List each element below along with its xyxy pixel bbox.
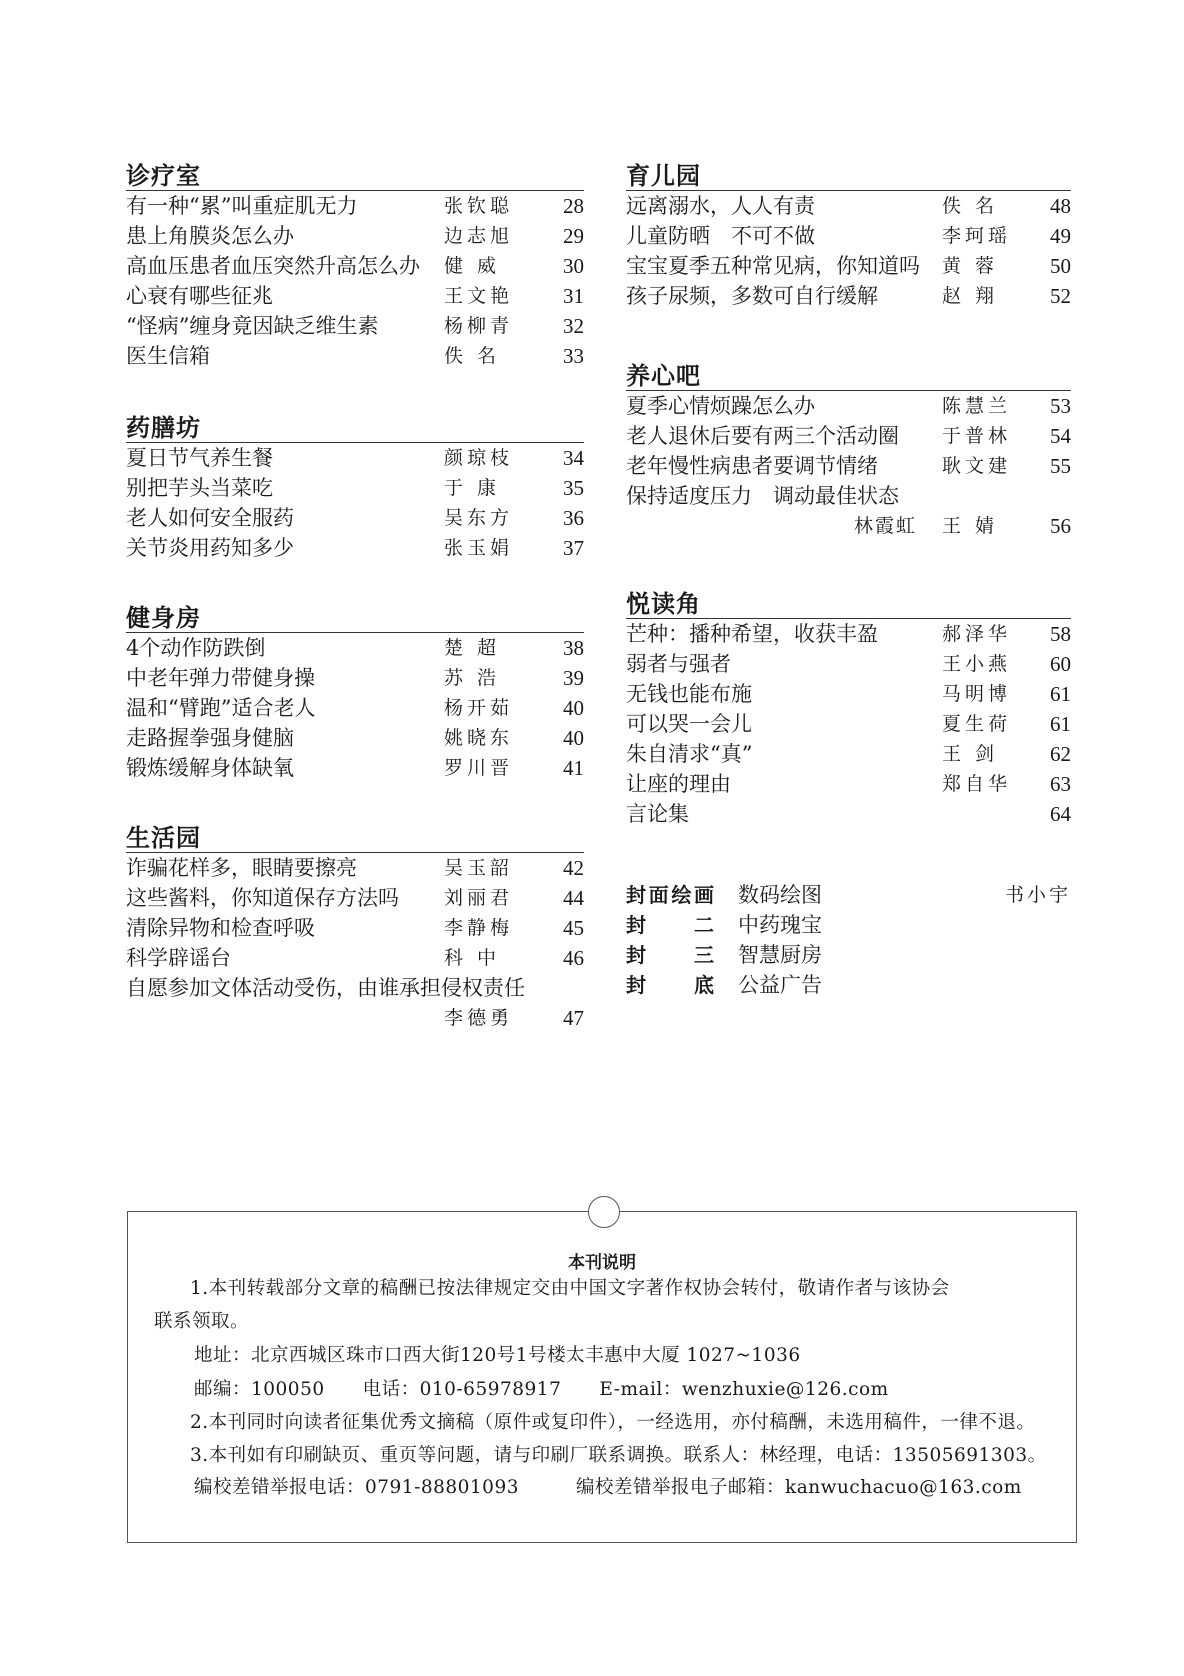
- toc-entry[interactable]: [126, 251, 584, 281]
- cover-label: 封二: [626, 913, 714, 937]
- cover-value: 数码绘图: [738, 883, 822, 907]
- toc-entry[interactable]: [626, 769, 1071, 799]
- entry-page: 34: [563, 446, 584, 470]
- toc-entry[interactable]: [126, 503, 584, 533]
- entry-title: 远离溺水，人人有责: [626, 194, 815, 218]
- entry-title: 锻炼缓解身体缺氧: [126, 756, 294, 780]
- entry-title: 心衰有哪些征兆: [126, 284, 273, 308]
- toc-entry[interactable]: [626, 619, 1071, 649]
- entry-author: 郝泽华: [942, 623, 1012, 645]
- entry-title: 患上角膜炎怎么办: [126, 224, 294, 248]
- entry-title: 有一种“累”叫重症肌无力: [126, 194, 358, 218]
- entry-title: 儿童防晒 不可不做: [626, 224, 815, 248]
- entry-title: 科学辟谣台: [126, 946, 231, 970]
- entry-title: 中老年弹力带健身操: [126, 666, 315, 690]
- entry-author: 夏生荷: [942, 713, 1012, 735]
- section-yuedu: [626, 584, 1071, 829]
- toc-entry[interactable]: [126, 943, 584, 973]
- entry-page: 61: [1050, 712, 1071, 736]
- entry-title: 关节炎用药知多少: [126, 536, 294, 560]
- entry-page: 49: [1050, 224, 1071, 248]
- toc-entry[interactable]: [126, 341, 584, 371]
- entry-author: 佚 名: [942, 195, 999, 217]
- entry-author: 赵 翔: [942, 285, 999, 307]
- entry-title: 无钱也能布施: [626, 682, 752, 706]
- entry-author: 陈慧兰: [942, 395, 1012, 417]
- entry-page: 29: [563, 224, 584, 248]
- entry-author: 王 婧: [942, 515, 999, 537]
- entry-author: 姚晓东: [444, 727, 514, 749]
- entry-page: 55: [1050, 454, 1071, 478]
- entry-title: 芒种：播种希望，收获丰盈: [626, 622, 878, 646]
- entry-author: 杨开茹: [444, 697, 514, 719]
- toc-entry[interactable]: [626, 451, 1071, 481]
- entry-title: 别把芋头当菜吃: [126, 476, 273, 500]
- entry-page: 32: [563, 314, 584, 338]
- entry-page: 33: [563, 344, 584, 368]
- notice-line: 1.本刊转载部分文章的稿酬已按法律规定交由中国文字著作权协会转付，敬请作者与该协会: [190, 1278, 950, 1299]
- entry-author: 吴玉韶: [444, 857, 514, 879]
- cover-row: [626, 940, 1071, 970]
- entry-author: 耿文建: [942, 455, 1012, 477]
- toc-entry[interactable]: [626, 221, 1071, 251]
- toc-entry[interactable]: [626, 679, 1071, 709]
- notice-line: 联系领取。: [154, 1311, 250, 1332]
- section-title: 育儿园: [626, 156, 1071, 191]
- toc-entry[interactable]: [126, 853, 584, 883]
- entry-title: 夏日节气养生餐: [126, 446, 273, 470]
- entry-page: 42: [563, 856, 584, 880]
- toc-entry[interactable]: [626, 251, 1071, 281]
- entry-author: 颜琼枝: [444, 447, 514, 469]
- notice-title: 本刊说明: [568, 1253, 636, 1273]
- entry-author: 吴东方: [444, 507, 514, 529]
- entry-page: 37: [563, 536, 584, 560]
- section-zhenliaoshi: [126, 156, 584, 371]
- entry-title: 温和“臂跑”适合老人: [126, 696, 316, 720]
- entry-author: 王 剑: [942, 743, 999, 765]
- entry-author: 科 中: [444, 947, 501, 969]
- entry-page: 28: [563, 194, 584, 218]
- toc-entry[interactable]: [626, 421, 1071, 451]
- entry-page: 44: [563, 886, 584, 910]
- entry-author: 刘丽君: [444, 887, 514, 909]
- cover-label: 封面绘画: [626, 883, 714, 907]
- entry-page: 52: [1050, 284, 1071, 308]
- notice-line: 3.本刊如有印刷缺页、重页等问题，请与印刷厂联系调换。联系人：林经理，电话：13505691303。: [190, 1445, 1047, 1466]
- notice-contact: 邮编：100050 电话：010-65978917 E-mail：wenzhuxie@126.com: [194, 1379, 889, 1400]
- cover-value: 中药瑰宝: [738, 913, 822, 937]
- entry-title: “怪病”缠身竟因缺乏维生素: [126, 314, 379, 338]
- entry-author: 黄 蓉: [942, 255, 999, 277]
- section-yuer: [626, 156, 1071, 311]
- entry-author: 于普林: [942, 425, 1012, 447]
- toc-entry[interactable]: [626, 481, 1071, 541]
- entry-title: 医生信箱: [126, 344, 210, 368]
- cover-author: 书小宇: [1004, 884, 1071, 906]
- notice-report: 编校差错举报电话：0791-88801093 编校差错举报电子邮箱：kanwuchacuo@163.com: [194, 1477, 1022, 1498]
- entry-page: 31: [563, 284, 584, 308]
- entry-title: 老年慢性病患者要调节情绪: [626, 454, 878, 478]
- toc-entry[interactable]: [126, 663, 584, 693]
- entry-page: 62: [1050, 742, 1071, 766]
- entry-author: 王小燕: [942, 653, 1012, 675]
- entry-page: 53: [1050, 394, 1071, 418]
- entry-page: 47: [563, 1006, 584, 1030]
- entry-page: 58: [1050, 622, 1071, 646]
- entry-title: 夏季心情烦躁怎么办: [626, 394, 815, 418]
- circle-ornament: [588, 1196, 620, 1228]
- entry-title: 4个动作防跌倒: [126, 636, 266, 660]
- entry-title: 清除异物和检查呼吸: [126, 916, 315, 940]
- toc-entry[interactable]: [626, 739, 1071, 769]
- entry-author: 佚 名: [444, 345, 501, 367]
- toc-entry[interactable]: [126, 443, 584, 473]
- entry-page: 41: [563, 756, 584, 780]
- toc-entry[interactable]: [126, 221, 584, 251]
- entry-page: 46: [563, 946, 584, 970]
- entry-page: 45: [563, 916, 584, 940]
- entry-title: 弱者与强者: [626, 652, 731, 676]
- entry-title: 言论集: [626, 802, 689, 826]
- entry-title: 让座的理由: [626, 772, 731, 796]
- entry-page: 63: [1050, 772, 1071, 796]
- toc-entry[interactable]: [126, 633, 584, 663]
- entry-page: 35: [563, 476, 584, 500]
- entry-author: 李珂瑶: [942, 225, 1012, 247]
- entry-title: 走路握拳强身健脑: [126, 726, 294, 750]
- section-title: 药膳坊: [126, 408, 584, 443]
- toc-entry[interactable]: [626, 191, 1071, 221]
- notice-address: 地址：北京西城区珠市口西大街120号1号楼太丰惠中大厦 1027~1036: [194, 1345, 801, 1366]
- entry-author: 李德勇: [444, 1007, 514, 1029]
- cover-credits: [626, 880, 1071, 1000]
- cover-row: [626, 880, 1071, 910]
- notice-box: [127, 1211, 1077, 1543]
- section-title: 养心吧: [626, 356, 1071, 391]
- section-yangxin: [626, 356, 1071, 541]
- section-jianshenfang: [126, 598, 584, 783]
- toc-entry[interactable]: [626, 649, 1071, 679]
- entry-author: 张玉娟: [444, 537, 514, 559]
- entry-page: 60: [1050, 652, 1071, 676]
- entry-title: 诈骗花样多，眼睛要擦亮: [126, 856, 357, 880]
- toc-entry[interactable]: [126, 191, 584, 221]
- entry-page: 38: [563, 636, 584, 660]
- entry-author: 边志旭: [444, 225, 514, 247]
- entry-title: 朱自清求“真”: [626, 742, 753, 766]
- entry-title: 高血压患者血压突然升高怎么办: [126, 254, 420, 278]
- toc-entry[interactable]: [126, 883, 584, 913]
- entry-page: 30: [563, 254, 584, 278]
- entry-page: 40: [563, 696, 584, 720]
- entry-page: 61: [1050, 682, 1071, 706]
- entry-title: 可以哭一会儿: [626, 712, 752, 736]
- entry-title: 老人如何安全服药: [126, 506, 294, 530]
- entry-author: 林霞虹: [854, 515, 918, 537]
- toc-entry[interactable]: [626, 391, 1071, 421]
- entry-title: 这些酱料，你知道保存方法吗: [126, 886, 399, 910]
- entry-author: 罗川晋: [444, 757, 514, 779]
- cover-row: [626, 970, 1071, 1000]
- cover-row: [626, 910, 1071, 940]
- entry-author: 杨柳青: [444, 315, 514, 337]
- entry-author: 健 威: [444, 255, 501, 277]
- cover-label: 封底: [626, 973, 714, 997]
- entry-page: 40: [563, 726, 584, 750]
- entry-author: 马明博: [942, 683, 1012, 705]
- toc-entry[interactable]: [126, 693, 584, 723]
- toc-entry[interactable]: [126, 281, 584, 311]
- toc-entry[interactable]: [126, 533, 584, 563]
- toc-entry[interactable]: [126, 473, 584, 503]
- entry-title: 老人退休后要有两三个活动圈: [626, 424, 899, 448]
- entry-page: 56: [1050, 514, 1071, 538]
- section-title: 悦读角: [626, 584, 1071, 619]
- toc-entry[interactable]: [626, 281, 1071, 311]
- entry-page: 64: [1050, 802, 1071, 826]
- entry-author: 于 康: [444, 477, 501, 499]
- entry-page: 48: [1050, 194, 1071, 218]
- toc-entry[interactable]: [126, 723, 584, 753]
- entry-author: 王文艳: [444, 285, 514, 307]
- entry-page: 50: [1050, 254, 1071, 278]
- entry-author: 郑自华: [942, 773, 1012, 795]
- entry-title: 宝宝夏季五种常见病，你知道吗: [626, 254, 920, 278]
- entry-title: 保持适度压力 调动最佳状态: [626, 484, 899, 508]
- section-title: 生活园: [126, 818, 584, 853]
- cover-value: 公益广告: [738, 973, 822, 997]
- toc-entry[interactable]: [626, 709, 1071, 739]
- toc-entry[interactable]: [626, 799, 1071, 829]
- cover-value: 智慧厨房: [738, 943, 822, 967]
- section-yaoshanfang: [126, 408, 584, 563]
- entry-author: 苏 浩: [444, 667, 501, 689]
- section-shenghuoyuan: [126, 818, 584, 1033]
- cover-label: 封三: [626, 943, 714, 967]
- entry-page: 36: [563, 506, 584, 530]
- toc-entry[interactable]: [126, 913, 584, 943]
- section-title: 诊疗室: [126, 156, 584, 191]
- entry-title: 自愿参加文体活动受伤，由谁承担侵权责任: [126, 976, 525, 1000]
- entry-author: 李静梅: [444, 917, 514, 939]
- toc-entry[interactable]: [126, 973, 584, 1033]
- toc-entry[interactable]: [126, 753, 584, 783]
- entry-author: 楚 超: [444, 637, 501, 659]
- entry-author: 张钦聪: [444, 195, 514, 217]
- notice-line: 2.本刊同时向读者征集优秀文摘稿（原件或复印件），一经选用，亦付稿酬，未选用稿件，一律不退。: [190, 1412, 1036, 1433]
- section-title: 健身房: [126, 598, 584, 633]
- entry-page: 54: [1050, 424, 1071, 448]
- toc-entry[interactable]: [126, 311, 584, 341]
- entry-page: 39: [563, 666, 584, 690]
- entry-title: 孩子尿频，多数可自行缓解: [626, 284, 878, 308]
